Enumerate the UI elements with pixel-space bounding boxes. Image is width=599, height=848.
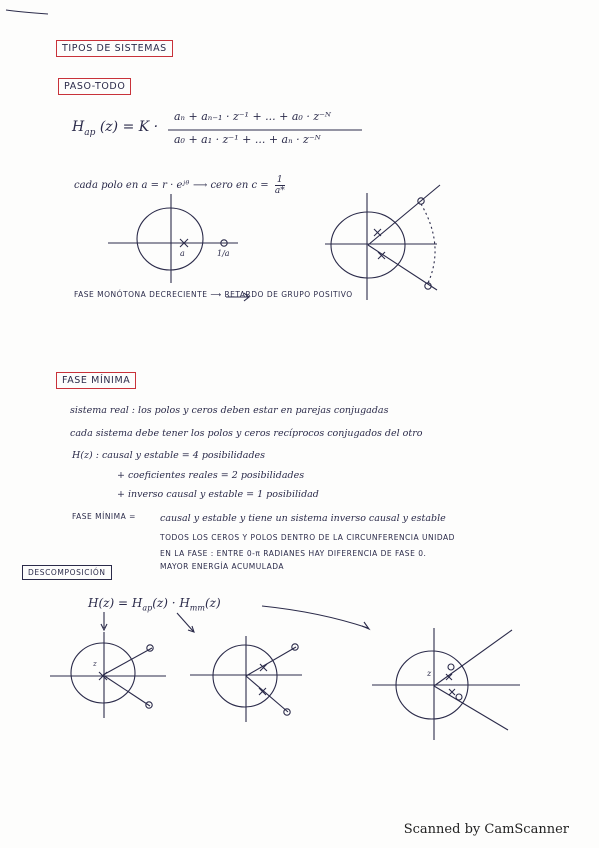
fm-def-label: FASE MÍNIMA =	[72, 512, 136, 521]
pole-marker-upper	[374, 229, 381, 236]
decomp-formula	[88, 596, 221, 612]
pole-fraction	[275, 175, 285, 196]
heading-paso-todo: PASO-TODO	[58, 78, 131, 95]
label-z-left: z	[93, 660, 97, 668]
pz-diagram-4	[190, 636, 302, 722]
decomp-end: (z)	[204, 596, 221, 610]
fm-caps-line3: MAYOR ENERGÍA ACUMULADA	[160, 562, 284, 571]
decomp-sub-mm: mm	[189, 603, 205, 613]
zero-marker-upper	[147, 645, 153, 651]
ray-lower	[434, 686, 508, 730]
formula-denominator: a₀ + a₁ · z⁻¹ + ... + aₙ · z⁻ᴺ	[174, 133, 321, 146]
ray-lower	[103, 675, 150, 706]
fase-monotona-line: FASE MONÓTONA DECRECIENTE ⟶ RETARDO DE GRUPO POSITIVO	[74, 290, 353, 299]
fm-caps-line1: TODOS LOS CEROS Y POLOS DENTRO DE LA CIRCUNFERENCIA UNIDAD	[160, 533, 455, 542]
label-a: a	[180, 249, 185, 258]
pz-diagram-1	[108, 194, 238, 283]
zero-marker-lower	[456, 694, 462, 700]
decomp-mid: (z) · H	[152, 596, 190, 610]
formula-h: H	[72, 119, 85, 135]
fm-def-text: causal y estable y tiene un sistema inverso causal y estable	[160, 513, 446, 524]
corner-scribble	[6, 10, 48, 14]
fm-line5: + inverso causal y estable = 1 posibilidad	[117, 489, 319, 500]
fm-line4: + coeficientes reales = 2 posibilidades	[117, 470, 305, 481]
pole-line-text: cada polo en a = r · eʲᶿ ⟶ cero en c =	[74, 180, 269, 191]
fm-line2: cada sistema debe tener los polos y ceros recíprocos conjugados del otro	[70, 428, 423, 439]
pole-frac-den: a*	[274, 186, 285, 196]
label-z-right: z	[427, 669, 432, 678]
ray-upper	[434, 630, 512, 686]
fm-line3: H(z) : causal y estable = 4 posibilidades	[72, 450, 266, 461]
pz-diagram-3	[50, 632, 166, 718]
heading-descomposicion: DESCOMPOSICIÓN	[22, 565, 112, 580]
formula-sub-ap: ap	[84, 127, 96, 138]
pole-zero-rule	[74, 175, 285, 196]
pz-diagram-2	[325, 185, 440, 300]
formula-arg: (z) = K ·	[99, 119, 159, 135]
unit-circle	[71, 643, 135, 703]
formula-numerator: aₙ + aₙ₋₁ · z⁻¹ + ... + a₀ · z⁻ᴺ	[174, 110, 331, 123]
scanner-watermark: Scanned by CamScanner	[403, 822, 569, 837]
label-inv-a: 1/a	[217, 249, 230, 258]
ray-upper	[246, 647, 296, 676]
decomp-h-part: H(z) = H	[88, 596, 143, 610]
zero-marker-lower	[284, 709, 290, 715]
heading-fase-minima: FASE MÍNIMA	[56, 372, 136, 389]
pole-marker-lower	[259, 688, 266, 695]
unit-circle	[137, 208, 203, 270]
ray-upper	[103, 648, 152, 675]
hap-formula-lhs	[72, 119, 158, 138]
pole-frac-num: 1	[275, 175, 285, 186]
fm-caps-line2: EN LA FASE : ENTRE 0-π RADIANES HAY DIFERENCIA DE FASE 0.	[160, 549, 427, 558]
unit-circle	[213, 645, 277, 707]
heading-tipos-sistemas: TIPOS DE SISTEMAS	[56, 40, 173, 57]
pz-diagram-5	[372, 628, 520, 740]
zero-marker-upper	[448, 664, 454, 670]
fm-line1: sistema real : los polos y ceros deben estar en parejas conjugadas	[70, 405, 389, 416]
decomp-sub-ap: ap	[142, 603, 153, 613]
